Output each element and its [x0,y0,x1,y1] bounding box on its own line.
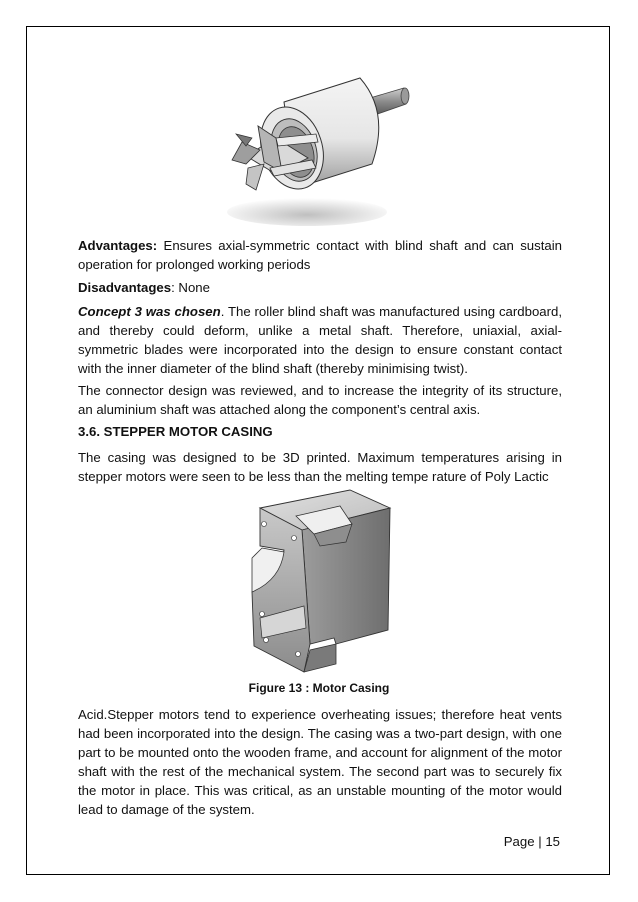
advantages-label: Advantages: [78,238,158,253]
page-number: Page | 15 [503,834,560,849]
casing-paragraph: The casing was designed to be 3D printed. Maximum temperatures arising in stepper motors were seen to be less than the melting tempe rature of Poly Lactic [78,450,562,484]
advantages-text: Ensures axial-symmetric contact with blind shaft and can sustain operation for prolonged working periods [78,238,562,272]
disadvantages-paragraph [78,278,562,297]
concept-text: . The roller blind shaft was manufactured using cardboard, and thereby could deform, unlike a metal shaft. Therefore, uniaxial, axial-symmetric blades were incorporated into the design to ensure constant contact with the inner diameter of the blind shaft (thereby minimising twist). [78,304,562,376]
connector-render-image [212,72,412,232]
advantages-paragraph [78,236,562,274]
concept-paragraph [78,302,562,378]
disadvantages-label: Disadvantages [78,280,172,295]
connector-paragraph: The connector design was reviewed, and to increase the integrity of its structure, an aluminium shaft was attached along the component’s central axis. [78,383,562,417]
disadvantages-text: : None [171,280,210,295]
section-heading: 3.6. STEPPER MOTOR CASING [78,424,273,439]
motor-casing-render-image [240,488,400,678]
figure-caption: Figure 13 : Motor Casing [248,681,390,695]
acid-paragraph: Acid.Stepper motors tend to experience overheating issues; therefore heat vents had been incorporated into the design. The casing was a two-part design, with one part to be mounted onto the wooden frame, and account for alignment of the motor shaft with the rest of the mechanical system. The second part was to securely fix the motor in place. This was critical, as an unstable mounting of the motor would lead to damage of the system. [78,707,562,817]
concept-label: Concept 3 was chosen [78,304,221,319]
